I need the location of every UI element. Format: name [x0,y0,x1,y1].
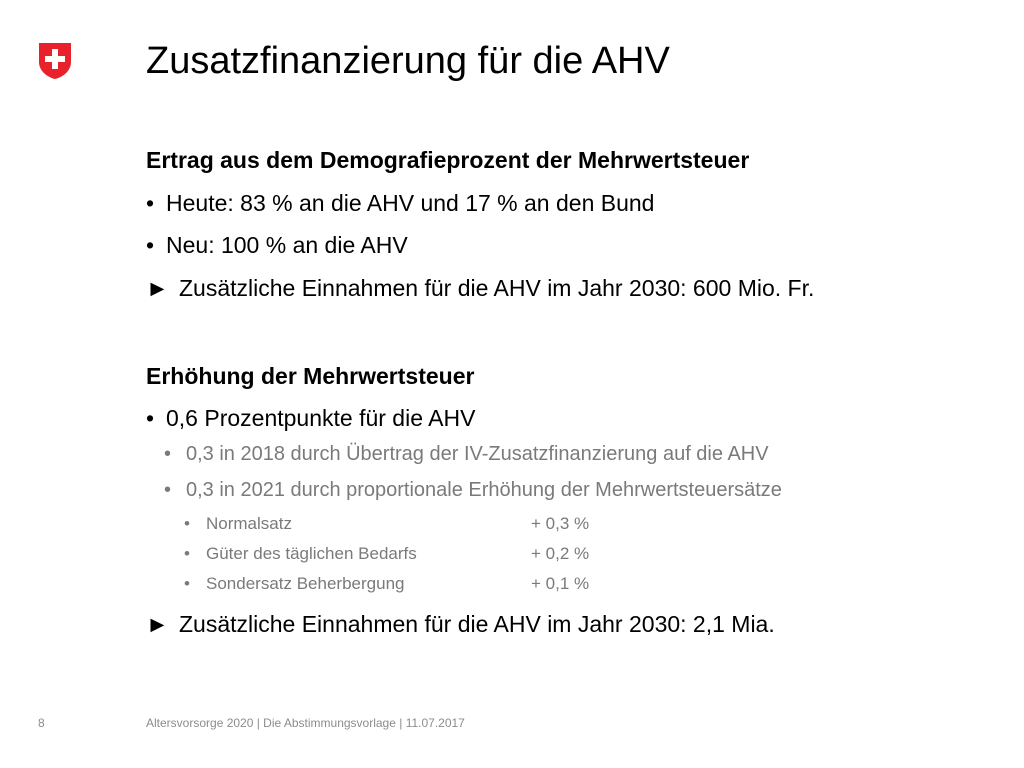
section-heading-demografieprozent: Ertrag aus dem Demografieprozent der Mehrwertsteuer [146,147,750,173]
result-text: Zusätzliche Einnahmen für die AHV im Jahr 2030: 2,1 Mia. [179,611,775,637]
sub-bullet-item [164,443,769,466]
bullet-item [146,405,475,432]
rate-label: Sondersatz Beherbergung [206,574,405,593]
result-text: Zusätzliche Einnahmen für die AHV im Jahr 2030: 600 Mio. Fr. [179,275,815,301]
swiss-coat-of-arms-logo [38,42,72,80]
slide-title: Zusatzfinanzierung für die AHV [146,40,670,82]
bullet-dot: • [184,544,190,563]
rate-value: + 0,2 % [531,544,590,563]
rate-row [184,574,589,594]
page-number: 8 [38,716,45,730]
bullet-dot: • [164,479,172,501]
rate-label: Normalsatz [206,514,292,533]
bullet-dot: • [146,405,155,431]
result-line [146,611,775,638]
bullet-item [146,232,408,259]
bullet-dot: • [146,232,155,258]
arrow-icon: ► [146,611,169,637]
footer-text: Altersvorsorge 2020 | Die Abstimmungsvorlage | 11.07.2017 [146,716,465,730]
section-heading-mwst-erhoehung: Erhöhung der Mehrwertsteuer [146,363,475,389]
bullet-dot: • [184,514,190,533]
bullet-dot: • [164,443,172,465]
bullet-item [146,190,654,217]
bullet-dot: • [146,190,155,216]
bullet-text: 0,6 Prozentpunkte für die AHV [166,405,476,431]
result-line [146,275,814,302]
bullet-text: Heute: 83 % an die AHV und 17 % an den Bund [166,190,655,216]
sub-bullet-text: 0,3 in 2018 durch Übertrag der IV-Zusatzfinanzierung auf die AHV [186,443,769,465]
rate-label: Güter des täglichen Bedarfs [206,544,417,563]
rate-value: + 0,1 % [531,574,590,593]
bullet-text: Neu: 100 % an die AHV [166,232,408,258]
arrow-icon: ► [146,275,169,301]
sub-bullet-item [164,479,782,502]
rate-row [184,514,589,534]
rate-value: + 0,3 % [531,514,590,533]
rate-row [184,544,589,564]
bullet-dot: • [184,574,190,593]
sub-bullet-text: 0,3 in 2021 durch proportionale Erhöhung der Mehrwertsteuersätze [186,479,782,501]
